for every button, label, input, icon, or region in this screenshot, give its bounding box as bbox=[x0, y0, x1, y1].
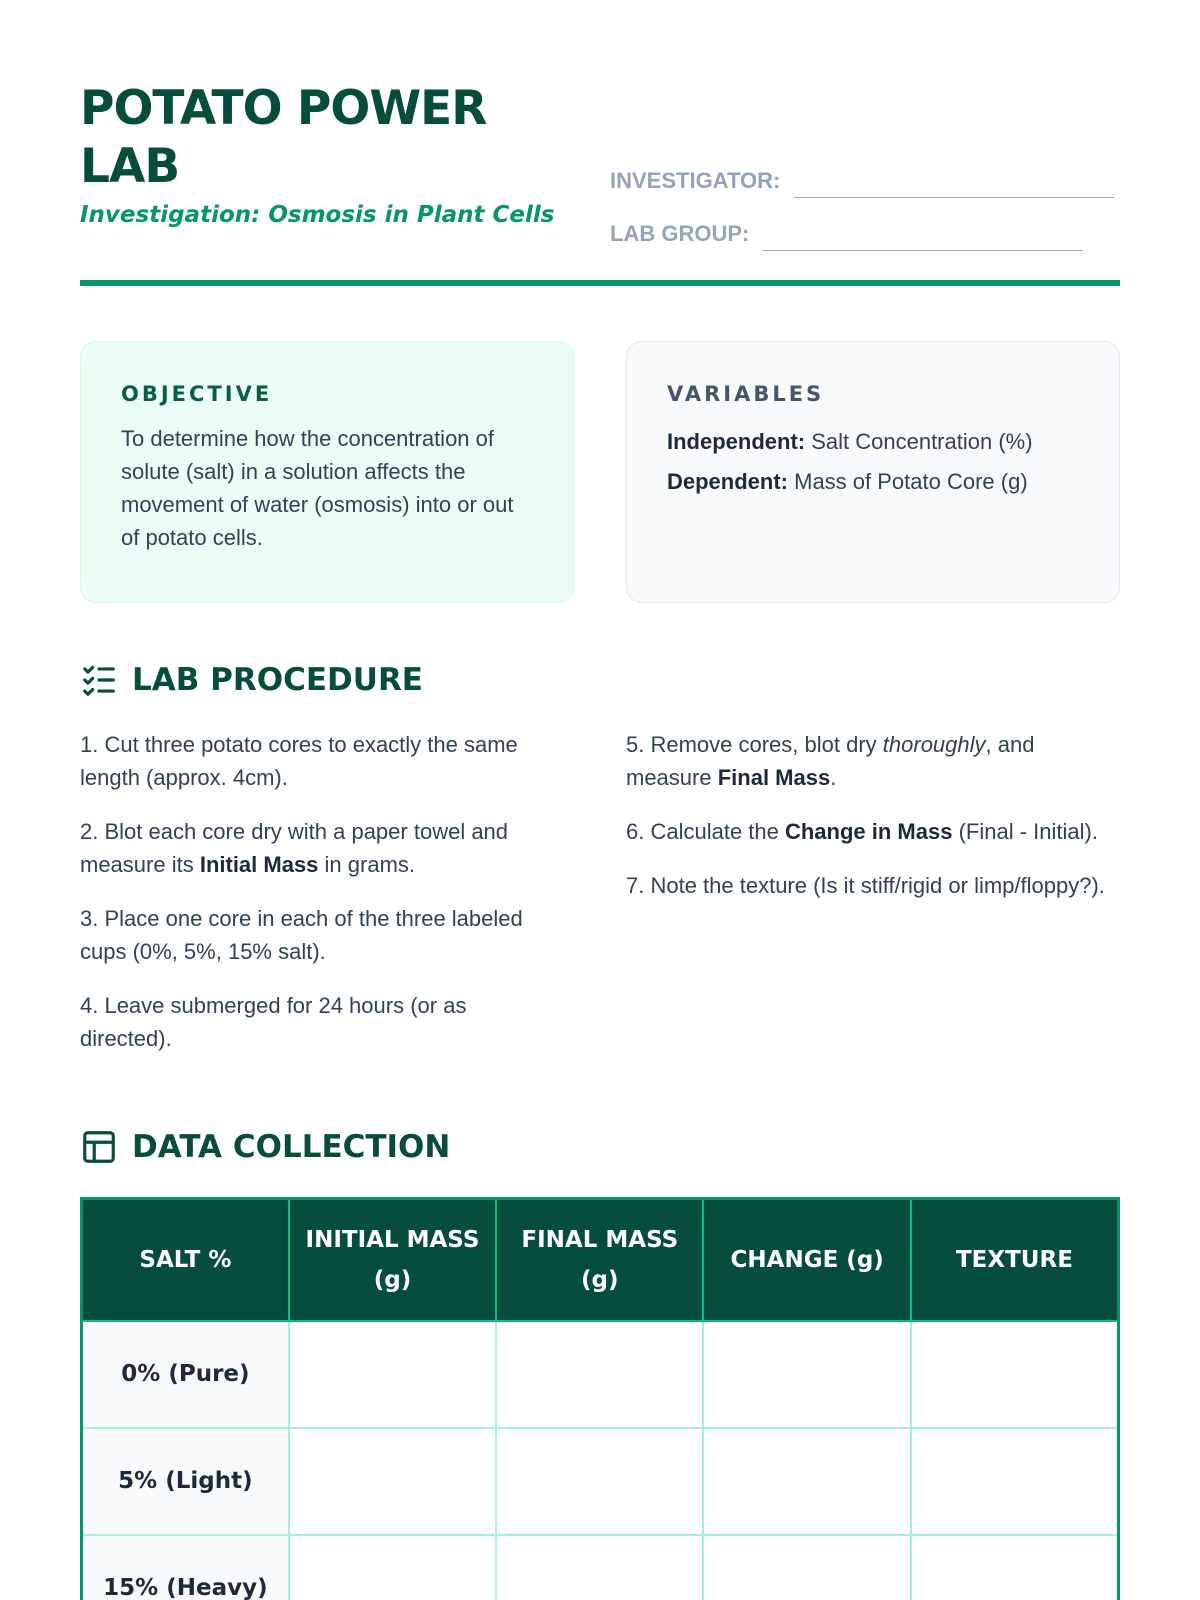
entry-cell[interactable] bbox=[289, 1428, 496, 1535]
procedure-step: 7. Note the texture (Is it stiff/rigid or limp/floppy?). bbox=[626, 873, 1105, 898]
procedure-step: 4. Leave submerged for 24 hours (or as directed). bbox=[80, 993, 467, 1051]
independent-variable bbox=[667, 422, 1079, 462]
procedure-step: 2. Blot each core dry with a paper towel and measure its Initial Mass in grams. bbox=[80, 819, 509, 877]
procedure-title: LAB PROCEDURE bbox=[132, 662, 423, 698]
lab-group-label: LAB GROUP: bbox=[610, 221, 750, 246]
row-header: 15% (Heavy) bbox=[82, 1535, 289, 1600]
investigator-label: INVESTIGATOR: bbox=[610, 168, 781, 193]
data-table bbox=[80, 1197, 1120, 1600]
data-collection-title: DATA COLLECTION bbox=[132, 1129, 451, 1165]
column-header: INITIAL MASS (g) bbox=[289, 1199, 496, 1321]
investigator-line[interactable] bbox=[794, 197, 1114, 198]
variables-title: VARIABLES bbox=[667, 382, 825, 406]
dependent-label: Dependent: bbox=[667, 469, 788, 494]
procedure-step: 6. Calculate the Change in Mass (Final - Initial). bbox=[626, 819, 1098, 844]
entry-cell[interactable] bbox=[496, 1428, 703, 1535]
data-collection-header bbox=[80, 1128, 450, 1166]
lab-worksheet bbox=[80, 0, 1120, 1600]
table-row bbox=[82, 1321, 1119, 1428]
row-header: 0% (Pure) bbox=[82, 1321, 289, 1428]
independent-value: Salt Concentration (%) bbox=[805, 429, 1033, 454]
entry-cell[interactable] bbox=[289, 1321, 496, 1428]
investigator-field[interactable] bbox=[610, 160, 1114, 200]
entry-cell[interactable] bbox=[911, 1321, 1119, 1428]
worksheet-header bbox=[80, 80, 1120, 286]
entry-cell[interactable] bbox=[703, 1428, 910, 1535]
procedure-step: 5. Remove cores, blot dry thoroughly, and measure Final Mass. bbox=[626, 732, 1035, 790]
lab-group-line[interactable] bbox=[763, 250, 1083, 251]
table-header-row bbox=[82, 1199, 1119, 1321]
checklist-icon bbox=[80, 661, 118, 699]
row-header: 5% (Light) bbox=[82, 1428, 289, 1535]
entry-cell[interactable] bbox=[911, 1535, 1119, 1600]
entry-cell[interactable] bbox=[496, 1535, 703, 1600]
page-title: POTATO POWER LAB bbox=[80, 81, 487, 194]
independent-label: Independent: bbox=[667, 429, 806, 454]
procedure-steps-right bbox=[626, 728, 1106, 923]
table-icon bbox=[80, 1128, 118, 1166]
variables-card bbox=[626, 341, 1120, 603]
objective-title: OBJECTIVE bbox=[121, 382, 273, 406]
table-row bbox=[82, 1428, 1119, 1535]
procedure-steps-left bbox=[80, 728, 560, 1076]
column-header: TEXTURE bbox=[911, 1199, 1119, 1321]
lab-group-field[interactable] bbox=[610, 213, 1083, 253]
entry-cell[interactable] bbox=[703, 1535, 910, 1600]
column-header: SALT % bbox=[82, 1199, 289, 1321]
column-header: FINAL MASS (g) bbox=[496, 1199, 703, 1321]
objective-card bbox=[80, 341, 574, 603]
procedure-step: 3. Place one core in each of the three labeled cups (0%, 5%, 15% salt). bbox=[80, 906, 523, 964]
procedure-header bbox=[80, 661, 423, 699]
objective-text: To determine how the concentration of solute (salt) in a solution affects the movement of water (osmosis) into or out of potato cells. bbox=[121, 426, 514, 550]
entry-cell[interactable] bbox=[703, 1321, 910, 1428]
entry-cell[interactable] bbox=[289, 1535, 496, 1600]
procedure-step: 1. Cut three potato cores to exactly the same length (approx. 4cm). bbox=[80, 732, 518, 790]
entry-cell[interactable] bbox=[911, 1428, 1119, 1535]
dependent-variable bbox=[667, 462, 1079, 502]
dependent-value: Mass of Potato Core (g) bbox=[788, 469, 1028, 494]
table-row bbox=[82, 1535, 1119, 1600]
entry-cell[interactable] bbox=[496, 1321, 703, 1428]
column-header: CHANGE (g) bbox=[703, 1199, 910, 1321]
page-subtitle: Investigation: Osmosis in Plant Cells bbox=[80, 202, 555, 228]
